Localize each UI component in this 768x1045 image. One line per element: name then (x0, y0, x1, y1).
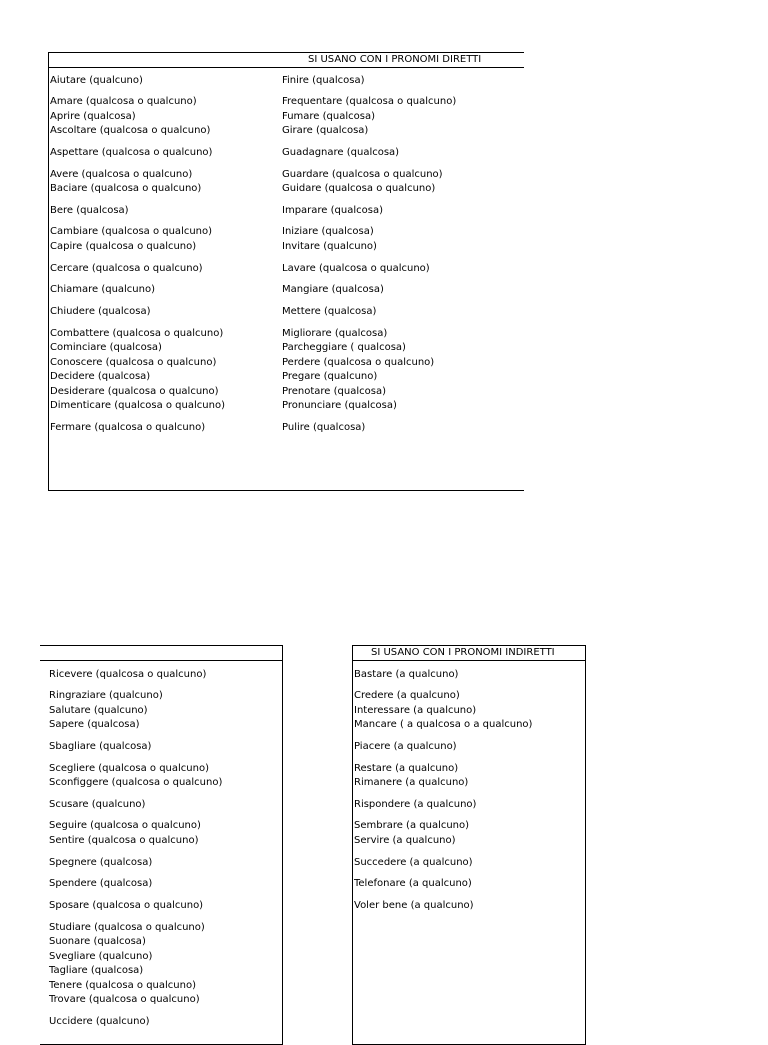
verb-entry: Bere (qualcosa) (50, 204, 129, 216)
verb-entry: Mangiare (qualcosa) (282, 284, 384, 296)
verb-entry: Tagliare (qualcosa) (49, 965, 144, 977)
verb-entry: Pregare (qualcuno) (282, 371, 378, 383)
indirect-pronoun-table-title: SI USANO CON I PRONOMI INDIRETTI (371, 647, 555, 658)
direct-pronoun-table-title: SI USANO CON I PRONOMI DIRETTI (308, 54, 482, 65)
verb-entry: Aiutare (qualcuno) (50, 74, 143, 86)
verb-entry: Imparare (qualcosa) (282, 204, 383, 216)
verb-entry: Aspettare (qualcosa o qualcuno) (50, 146, 213, 158)
verb-entry: Fumare (qualcosa) (282, 110, 375, 122)
verb-entry: Sembrare (a qualcuno) (354, 820, 470, 832)
verb-entry: Ringraziare (qualcuno) (49, 690, 163, 702)
verb-entry: Seguire (qualcosa o qualcuno) (49, 820, 201, 832)
direct-pronoun-table-continued (40, 645, 283, 1045)
verb-entry: Sposare (qualcosa o qualcuno) (49, 900, 204, 911)
direct-pronoun-table-header (49, 53, 524, 68)
verb-entry: Scusare (qualcuno) (49, 798, 146, 810)
verb-entry: Ricevere (qualcosa o qualcuno) (49, 668, 207, 680)
verb-entry: Svegliare (qualcuno) (49, 950, 153, 962)
verb-entry: Uccidere (qualcuno) (49, 1015, 150, 1027)
verb-entry: Trovare (qualcosa o qualcuno) (49, 994, 200, 1006)
verb-entry: Succedere (a qualcuno) (354, 856, 473, 868)
verb-entry: Servire (a qualcuno) (354, 834, 456, 846)
verb-entry: Sconfiggere (qualcosa o qualcuno) (49, 777, 223, 789)
verb-entry: Perdere (qualcosa o qualcuno) (282, 356, 435, 368)
verb-entry: Aprire (qualcosa) (50, 110, 136, 122)
verb-entry: Rimanere (a qualcuno) (354, 777, 469, 789)
verb-entry: Fermare (qualcosa o qualcuno) (50, 421, 206, 433)
direct-verbs-left-column (50, 74, 225, 436)
verb-entry: Rispondere (a qualcuno) (354, 798, 477, 810)
verb-entry: Combattere (qualcosa o qualcuno) (50, 327, 224, 339)
verb-entry: Voler bene (a qualcuno) (354, 900, 474, 911)
indirect-pronoun-table-header (353, 646, 585, 661)
verb-entry: Capire (qualcosa o qualcuno) (50, 240, 197, 252)
verb-entry: Salutare (qualcuno) (49, 704, 148, 716)
verb-entry: Pulire (qualcosa) (282, 421, 366, 433)
indirect-verbs-column (354, 668, 532, 914)
verb-entry: Credere (a qualcuno) (354, 690, 460, 702)
verb-entry: Sentire (qualcosa o qualcuno) (49, 834, 199, 846)
verb-entry: Cominciare (qualcosa) (50, 342, 162, 354)
verb-entry: Tenere (qualcosa o qualcuno) (49, 979, 196, 991)
verb-entry: Studiare (qualcosa o qualcuno) (49, 921, 205, 933)
direct-verbs-continued-column (49, 668, 222, 1030)
verb-entry: Decidere (qualcosa) (50, 371, 151, 383)
verb-entry: Prenotare (qualcosa) (282, 385, 386, 397)
verb-entry: Finire (qualcosa) (282, 74, 365, 86)
verb-entry: Guadagnare (qualcosa) (282, 146, 400, 158)
verb-entry: Iniziare (qualcosa) (282, 226, 374, 238)
verb-entry: Ascoltare (qualcosa o qualcuno) (50, 125, 211, 137)
verb-entry: Parcheggiare ( qualcosa) (282, 342, 406, 354)
verb-entry: Pronunciare (qualcosa) (282, 400, 397, 412)
verb-entry: Spendere (qualcosa) (49, 878, 153, 890)
verb-entry: Mettere (qualcosa) (282, 306, 377, 317)
verb-entry: Frequentare (qualcosa o qualcuno) (282, 96, 457, 108)
verb-entry: Desiderare (qualcosa o qualcuno) (50, 385, 219, 397)
verb-entry: Guardare (qualcosa o qualcuno) (282, 168, 443, 180)
verb-entry: Bastare (a qualcuno) (354, 668, 459, 680)
direct-pronoun-table (48, 52, 524, 491)
verb-entry: Invitare (qualcuno) (282, 240, 377, 252)
direct-pronoun-table-continued-header (40, 646, 282, 661)
verb-entry: Cambiare (qualcosa o qualcuno) (50, 226, 213, 238)
verb-entry: Sapere (qualcosa) (49, 719, 140, 731)
verb-entry: Amare (qualcosa o qualcuno) (50, 96, 197, 108)
verb-entry: Sbagliare (qualcosa) (49, 740, 152, 752)
verb-entry: Scegliere (qualcosa o qualcuno) (49, 762, 209, 774)
verb-entry: Girare (qualcosa) (282, 125, 369, 137)
verb-entry: Mancare ( a qualcosa o a qualcuno) (354, 719, 533, 731)
verb-entry: Conoscere (qualcosa o qualcuno) (50, 356, 217, 368)
verb-entry: Piacere (a qualcuno) (354, 740, 457, 752)
indirect-pronoun-table (352, 645, 586, 1045)
verb-entry: Baciare (qualcosa o qualcuno) (50, 183, 202, 195)
verb-entry: Suonare (qualcosa) (49, 936, 146, 948)
verb-entry: Telefonare (a qualcuno) (354, 878, 472, 890)
verb-entry: Cercare (qualcosa o qualcuno) (50, 262, 203, 274)
verb-entry: Restare (a qualcuno) (354, 762, 459, 774)
verb-entry: Migliorare (qualcosa) (282, 327, 388, 339)
direct-verbs-right-column (282, 74, 456, 436)
verb-entry: Interessare (a qualcuno) (354, 704, 477, 716)
verb-entry: Avere (qualcosa o qualcuno) (50, 168, 193, 180)
verb-entry: Guidare (qualcosa o qualcuno) (282, 183, 436, 195)
verb-entry: Lavare (qualcosa o qualcuno) (282, 262, 430, 274)
verb-entry: Chiudere (qualcosa) (50, 306, 151, 317)
verb-entry: Chiamare (qualcuno) (50, 284, 156, 296)
verb-entry: Spegnere (qualcosa) (49, 856, 153, 868)
verb-entry: Dimenticare (qualcosa o qualcuno) (50, 400, 225, 412)
